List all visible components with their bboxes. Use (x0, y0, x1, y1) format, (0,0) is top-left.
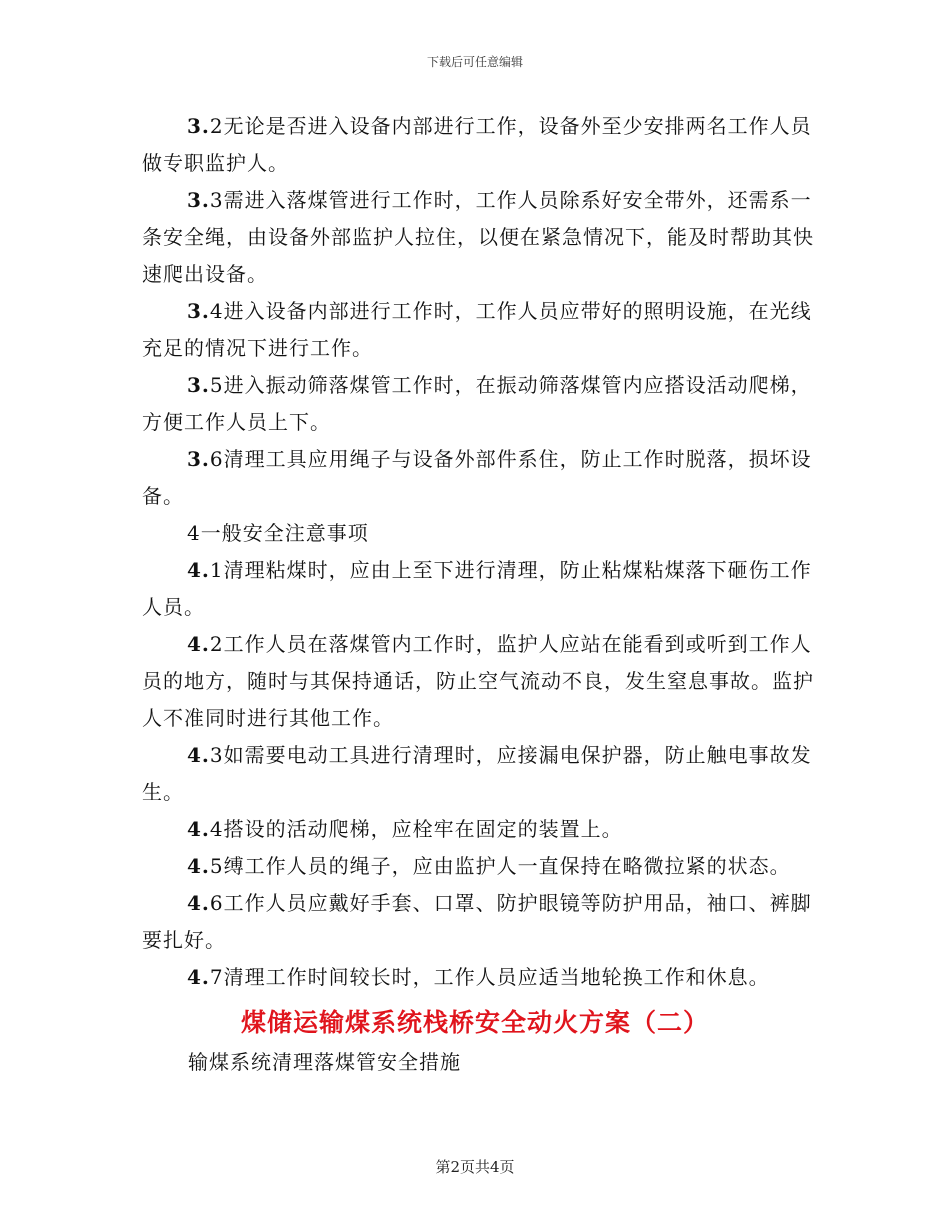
paragraph-4-3 (142, 737, 822, 811)
paragraph-text: 6清理工具应用绳子与设备外部件系住，防止工作时脱落，损坏设备。 (142, 447, 812, 508)
section-number: 3. (187, 373, 210, 397)
paragraph-text: 4进入设备内部进行工作时，工作人员应带好的照明设施，在光线充足的情况下进行工作。 (142, 299, 812, 360)
paragraph-text: 4一般安全注意事项 (187, 521, 369, 545)
paragraph-4-4 (142, 811, 822, 848)
page-header: 下载后可任意编辑 (426, 55, 523, 69)
paragraph-3-6 (142, 441, 822, 515)
paragraph-text: 5缚工作人员的绳子，应由监护人一直保持在略微拉紧的状态。 (209, 854, 791, 878)
paragraph-text: 2无论是否进入设备内部进行工作，设备外至少安排两名工作人员做专职监护人。 (142, 114, 812, 175)
paragraph-text: 6工作人员应戴好手套、口罩、防护眼镜等防护用品，袖口、裤脚要扎好。 (142, 891, 812, 952)
section-number: 3. (187, 447, 210, 471)
paragraph-text: 7清理工作时间较长时，工作人员应适当地轮换工作和休息。 (209, 965, 770, 989)
paragraph-4-2 (142, 626, 822, 737)
paragraph-text: 5进入振动筛落煤管工作时，在振动筛落煤管内应搭设活动爬梯，方便工作人员上下。 (142, 373, 812, 434)
section-number: 4. (187, 743, 210, 767)
section-number: 4. (187, 854, 210, 878)
section-number: 3. (187, 188, 210, 212)
document-subtitle: 输煤系统清理落煤管安全措施 (188, 1050, 461, 1074)
paragraph-text: 3需进入落煤管进行工作时，工作人员除系好安全带外，还需系一条安全绳，由设备外部监护人拉住，以便在紧急情况下，能及时帮助其快速爬出设备。 (142, 188, 814, 286)
section-number: 4. (187, 632, 210, 656)
document-title: 煤储运输煤系统栈桥安全动火方案（二） (240, 1008, 709, 1037)
paragraph-text: 4搭设的活动爬梯，应栓牢在固定的装置上。 (209, 817, 623, 841)
paragraph-3-3 (142, 182, 822, 293)
section-number: 3. (187, 299, 210, 323)
section-number: 4. (187, 891, 210, 915)
paragraph-4-6 (142, 885, 822, 959)
document-body (142, 108, 822, 996)
paragraph-3-4 (142, 293, 822, 367)
paragraph-3-5 (142, 367, 822, 441)
paragraph-text: 3如需要电动工具进行清理时，应接漏电保护器，防止触电事故发生。 (142, 743, 812, 804)
paragraph-4-5 (142, 848, 822, 885)
section-number: 4. (187, 965, 210, 989)
paragraph-text: 2工作人员在落煤管内工作时，监护人应站在能看到或听到工作人员的地方，随时与其保持通话，防止空气流动不良，发生窒息事故。监护人不准同时进行其他工作。 (142, 632, 814, 730)
section-number: 4. (187, 558, 210, 582)
section-heading-4 (142, 515, 822, 552)
section-number: 3. (187, 114, 210, 138)
section-number: 4. (187, 817, 210, 841)
page-footer: 第2页共4页 (435, 1158, 515, 1176)
paragraph-3-2 (142, 108, 822, 182)
paragraph-4-1 (142, 552, 822, 626)
paragraph-text: 1清理粘煤时，应由上至下进行清理，防止粘煤粘煤落下砸伤工作人员。 (142, 558, 812, 619)
paragraph-4-7 (142, 959, 822, 996)
